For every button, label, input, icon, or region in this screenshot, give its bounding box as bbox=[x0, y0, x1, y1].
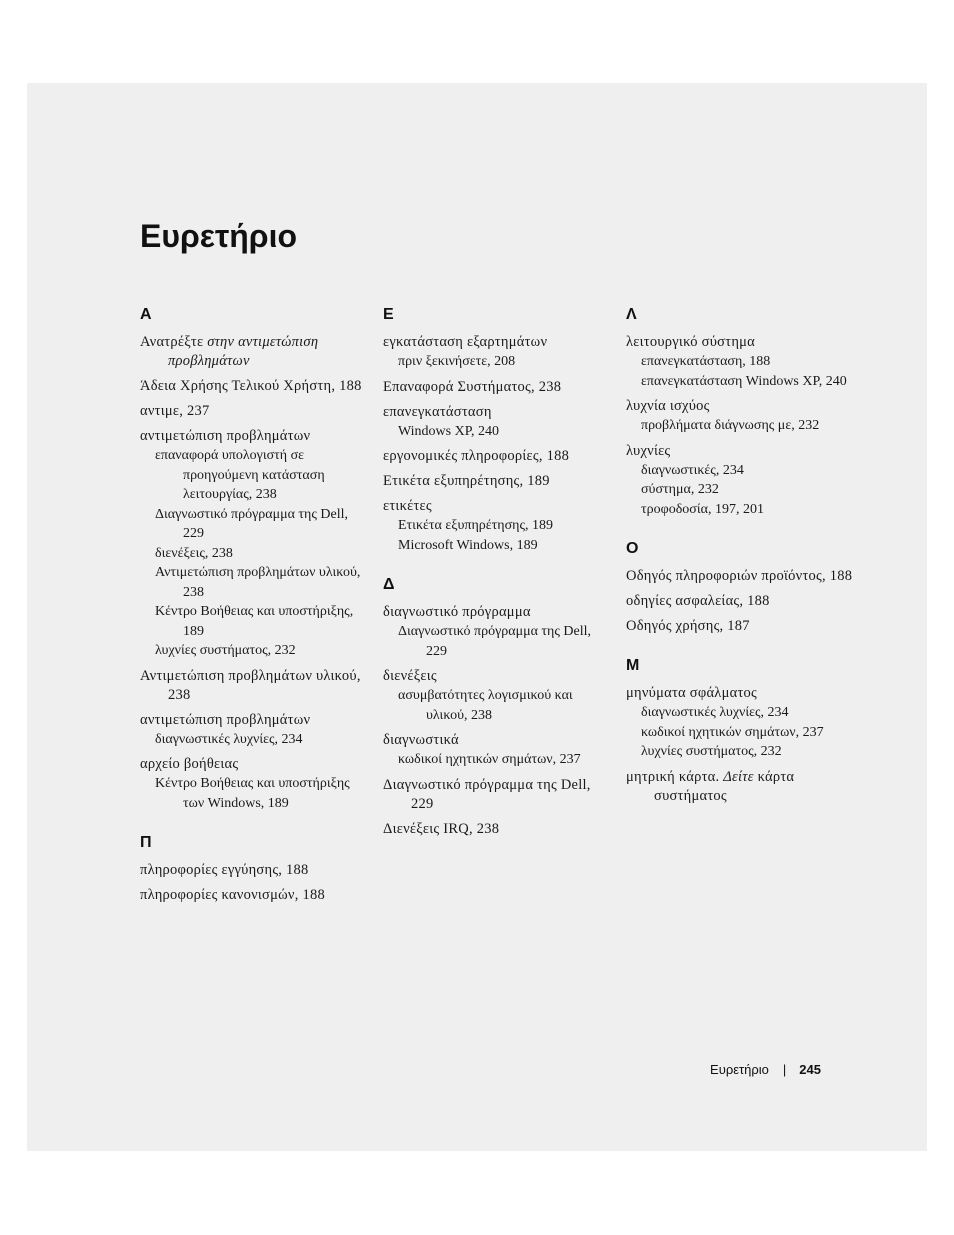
term-text: Διενέξεις IRQ, 238 bbox=[383, 820, 500, 837]
index-entry bbox=[383, 447, 607, 466]
index-entry bbox=[383, 667, 607, 725]
index-entry bbox=[626, 442, 854, 520]
footer-label: Ευρετήριο bbox=[710, 1062, 769, 1077]
term-text: διενέξεις bbox=[383, 668, 437, 684]
term-text: εργονομικές πληροφορίες, 188 bbox=[383, 448, 570, 464]
index-term bbox=[383, 472, 607, 491]
index-term bbox=[626, 567, 854, 586]
index-subterm: Αντιμετώπιση προβλημάτων υλικού, 238 bbox=[155, 565, 361, 600]
index-term bbox=[626, 397, 854, 416]
index-term bbox=[140, 667, 364, 705]
index-subterm: επαναφορά υπολογιστή σε προηγούμενη κατάσταση λειτουργίας, 238 bbox=[155, 448, 325, 502]
term-text: λυχνίες bbox=[626, 442, 671, 459]
index-term bbox=[383, 497, 607, 516]
term-text: αντιμετώπιση προβλημάτων bbox=[140, 711, 311, 728]
section-letter: Δ bbox=[383, 576, 395, 593]
term-text: Δείτε bbox=[723, 768, 754, 785]
index-term bbox=[140, 711, 364, 730]
index-entry bbox=[140, 755, 364, 813]
index-entry bbox=[140, 711, 364, 750]
index-term bbox=[383, 820, 607, 839]
index-term bbox=[383, 667, 607, 686]
index-subterm: κωδικοί ηχητικών σημάτων, 237 bbox=[641, 724, 824, 740]
index-entry bbox=[626, 567, 854, 586]
index-term bbox=[383, 731, 607, 750]
section-letter: Λ bbox=[626, 306, 637, 323]
index-term bbox=[383, 603, 607, 622]
index-section bbox=[383, 575, 607, 839]
index-section bbox=[140, 833, 364, 905]
index-subterm: Microsoft Windows, 189 bbox=[398, 537, 538, 553]
index-subterm: λυχνίες συστήματος, 232 bbox=[155, 643, 296, 658]
index-term bbox=[383, 447, 607, 466]
index-entry bbox=[383, 378, 607, 397]
section-letter: Ε bbox=[383, 306, 394, 323]
index-entry bbox=[626, 397, 854, 436]
footer-separator: | bbox=[782, 1062, 787, 1077]
term-text: επανεγκατάσταση bbox=[383, 403, 492, 420]
index-term bbox=[383, 378, 607, 397]
index-entry bbox=[626, 684, 854, 762]
index-subterm: προβλήματα διάγνωσης με, 232 bbox=[641, 418, 820, 433]
term-text: πληροφορίες εγγύησης, 188 bbox=[140, 862, 309, 878]
index-section bbox=[626, 539, 854, 636]
index-section bbox=[626, 305, 854, 519]
term-text: Οδηγός πληροφοριών προϊόντος, 188 bbox=[626, 568, 853, 584]
term-text: πληροφορίες κανονισμών, 188 bbox=[140, 887, 325, 903]
index-term bbox=[140, 377, 364, 396]
term-text: αρχείο βοήθειας bbox=[140, 756, 239, 772]
index-subterm: κωδικοί ηχητικών σημάτων, 237 bbox=[398, 752, 581, 767]
index-subterm: σύστημα, 232 bbox=[641, 482, 719, 497]
term-text: λυχνία ισχύος bbox=[626, 398, 710, 414]
index-term bbox=[626, 442, 854, 461]
index-entry bbox=[626, 592, 854, 611]
index-subterm: Κέντρο Βοήθειας και υποστήριξης των Windows, 189 bbox=[155, 776, 350, 811]
index-section bbox=[383, 305, 607, 555]
index-entry bbox=[140, 377, 364, 396]
section-letter: Π bbox=[140, 834, 152, 851]
index-entry bbox=[140, 402, 364, 421]
index-term bbox=[383, 333, 607, 352]
index-term bbox=[626, 768, 854, 806]
term-text: στην αντιμετώπιση προβλημάτων bbox=[168, 334, 319, 369]
index-term bbox=[140, 333, 364, 371]
index-entry bbox=[140, 886, 364, 905]
index-subterm: επανεγκατάσταση Windows XP, 240 bbox=[641, 373, 847, 389]
index-term bbox=[626, 617, 854, 636]
index-entry bbox=[626, 617, 854, 636]
index-entry bbox=[383, 776, 607, 814]
term-text: Ετικέτα εξυπηρέτησης, 189 bbox=[383, 473, 550, 489]
term-text: μηνύματα σφάλματος bbox=[626, 685, 758, 701]
section-letter: Ο bbox=[626, 540, 639, 557]
term-text: Αντιμετώπιση προβλημάτων υλικού, 238 bbox=[140, 667, 361, 703]
index-subterm: λυχνίες συστήματος, 232 bbox=[641, 744, 782, 759]
index-term bbox=[626, 684, 854, 703]
index-term bbox=[140, 755, 364, 774]
section-letter: Μ bbox=[626, 657, 640, 674]
index-column-1 bbox=[140, 305, 364, 925]
index-subterm: Διαγνωστικό πρόγραμμα της Dell, 229 bbox=[155, 506, 349, 541]
index-subterm: επανεγκατάσταση, 188 bbox=[641, 354, 771, 369]
term-text: αντιμε, 237 bbox=[140, 403, 210, 419]
index-term bbox=[626, 333, 854, 352]
section-letter: Α bbox=[140, 306, 152, 323]
page-title: Ευρετήριο bbox=[140, 218, 298, 254]
index-entry bbox=[383, 820, 607, 839]
index-section bbox=[626, 656, 854, 806]
index-column-3 bbox=[626, 305, 854, 826]
index-section bbox=[140, 305, 364, 813]
term-text: εγκατάσταση εξαρτημάτων bbox=[383, 334, 548, 350]
index-subterm: Κέντρο Βοήθειας και υποστήριξης, 189 bbox=[155, 604, 354, 639]
term-text: ετικέτες bbox=[383, 498, 432, 514]
index-entry bbox=[140, 861, 364, 880]
index-entry bbox=[383, 497, 607, 555]
term-text: Επαναφορά Συστήματος, 238 bbox=[383, 378, 562, 395]
term-text: Άδεια Χρήσης Τελικού Χρήστη, 188 bbox=[140, 378, 362, 394]
index-subterm: διαγνωστικές λυχνίες, 234 bbox=[641, 705, 789, 720]
index-entry bbox=[383, 603, 607, 661]
index-term bbox=[140, 427, 364, 446]
index-entry bbox=[140, 667, 364, 705]
index-entry bbox=[140, 427, 364, 661]
term-text: Ανατρέξτε bbox=[140, 334, 208, 350]
index-subterm: Διαγνωστικό πρόγραμμα της Dell, 229 bbox=[398, 624, 592, 659]
term-text: κάρτα συστήματος bbox=[654, 768, 795, 804]
index-entry bbox=[383, 403, 607, 442]
term-text: λειτουργικό σύστημα bbox=[626, 334, 756, 350]
index-entry bbox=[383, 731, 607, 770]
index-entry bbox=[626, 333, 854, 391]
term-text: αντιμετώπιση προβλημάτων bbox=[140, 428, 311, 444]
page-footer bbox=[710, 1062, 821, 1078]
index-term bbox=[140, 402, 364, 421]
index-subterm: πριν ξεκινήσετε, 208 bbox=[398, 354, 516, 369]
page-number: 245 bbox=[799, 1062, 821, 1077]
index-term bbox=[383, 776, 607, 814]
term-text: οδηγίες ασφαλείας, 188 bbox=[626, 593, 770, 609]
index-column-2 bbox=[383, 305, 607, 859]
index-entry bbox=[383, 472, 607, 491]
index-entry bbox=[383, 333, 607, 372]
index-term bbox=[140, 886, 364, 905]
index-subterm: τροφοδοσία, 197, 201 bbox=[641, 501, 764, 517]
term-text: μητρική κάρτα. bbox=[626, 768, 724, 785]
index-term bbox=[140, 861, 364, 880]
index-term bbox=[626, 592, 854, 611]
index-entry bbox=[140, 333, 364, 371]
index-term bbox=[383, 403, 607, 422]
term-text: διαγνωστικό πρόγραμμα bbox=[383, 604, 531, 620]
index-entry bbox=[626, 768, 854, 806]
index-subterm: ασυμβατότητες λογισμικού και υλικού, 238 bbox=[398, 688, 573, 723]
index-subterm: διενέξεις, 238 bbox=[155, 545, 233, 561]
index-subterm: διαγνωστικές λυχνίες, 234 bbox=[155, 731, 303, 747]
index-subterm: Windows XP, 240 bbox=[398, 423, 499, 439]
term-text: Διαγνωστικό πρόγραμμα της Dell, 229 bbox=[383, 776, 591, 812]
term-text: διαγνωστικά bbox=[383, 732, 459, 748]
index-subterm: Ετικέτα εξυπηρέτησης, 189 bbox=[398, 518, 554, 533]
index-subterm: διαγνωστικές, 234 bbox=[641, 462, 744, 478]
term-text: Οδηγός χρήσης, 187 bbox=[626, 618, 750, 634]
